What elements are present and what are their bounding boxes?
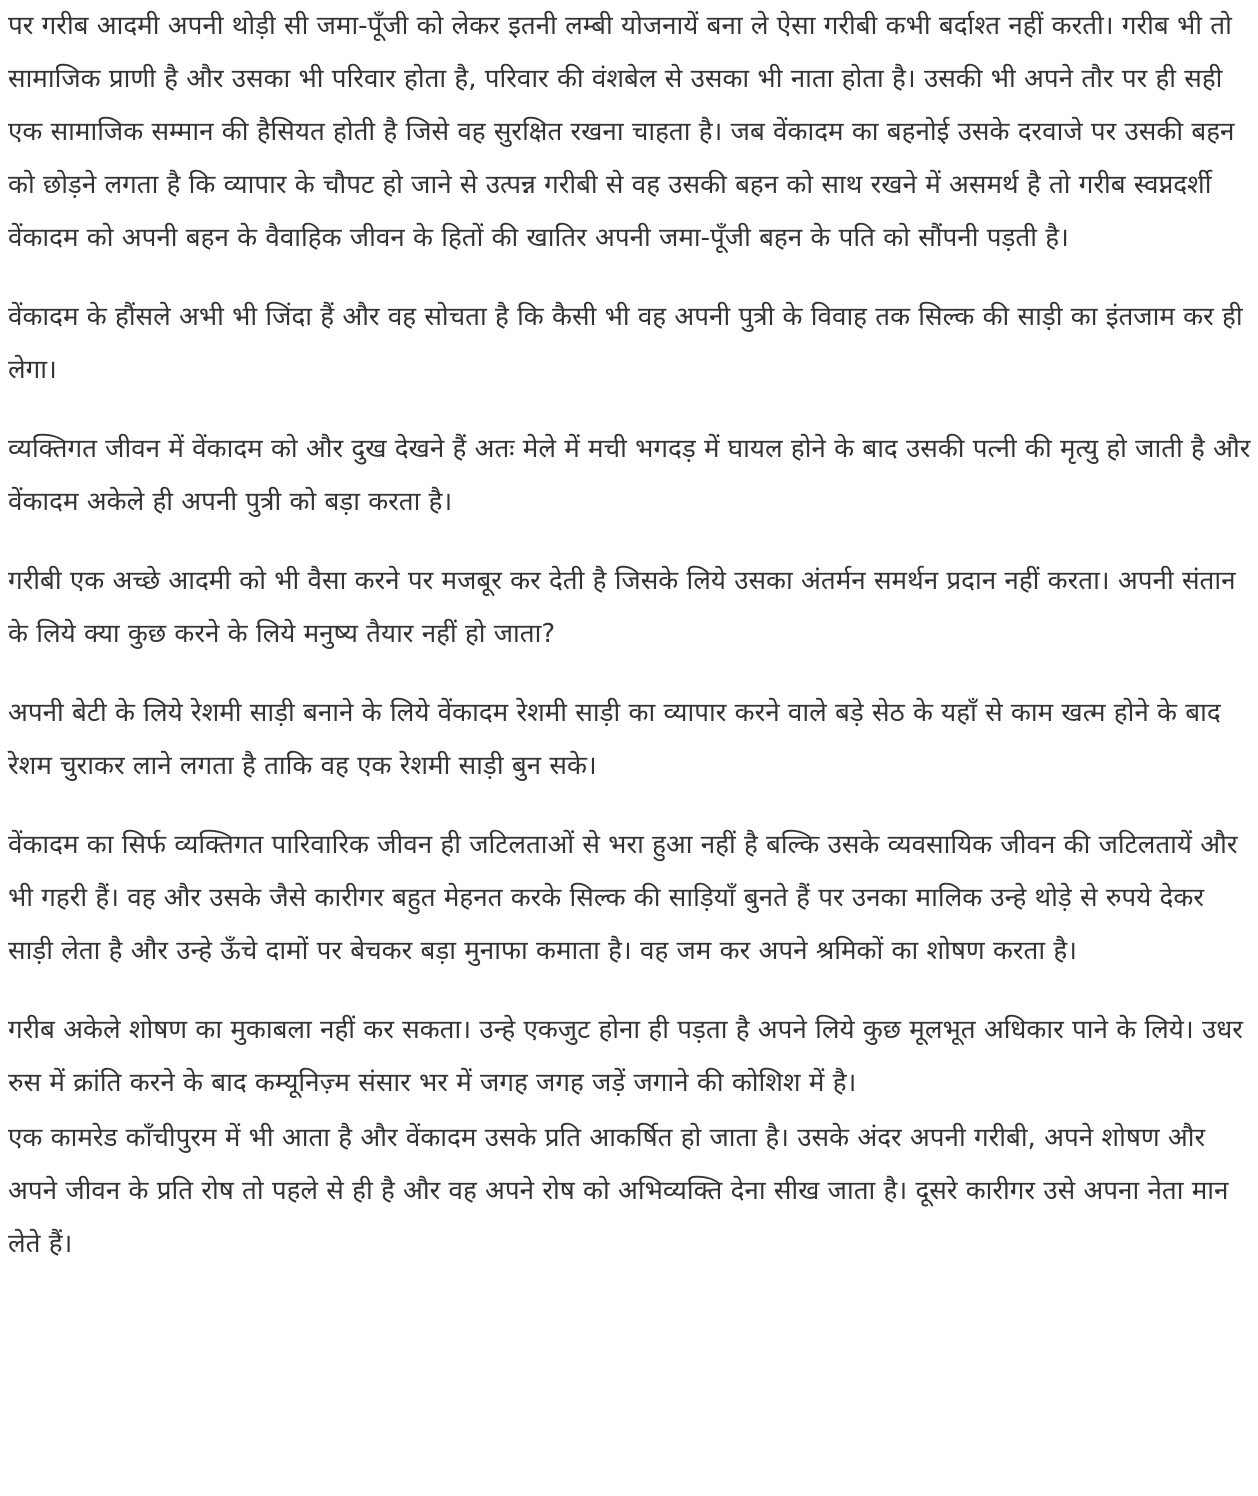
paragraph-8: एक कामरेड काँचीपुरम में भी आता है और वेंकादम उसके प्रति आकर्षित हो जाता है। उसके अंदर अपनी गरीबी, अपने शोषण और अपने जीवन के प्रति रोष तो पहले से ही है और वह अपने रोष को अभिव्यक्ति देना सीख जाता है। दूसरे कारीगर उसे अपना नेता मान लेते हैं। <box>8 1123 1229 1259</box>
paragraph-3: व्यक्तिगत जीवन में वेंकादम को और दुख देखने हैं अतः मेले में मची भगदड़ में घायल होने के बाद उसकी पत्नी की मृत्यु हो जाती है और वेंकादम अकेले ही अपनी पुत्री को बड़ा करता है। <box>8 434 1251 517</box>
paragraph-2: वेंकादम के हौंसले अभी भी जिंदा हैं और वह सोचता है कि कैसी भी वह अपनी पुत्री के विवाह तक सिल्क की साड़ी का इंतजाम कर ही लेगा। <box>8 302 1243 385</box>
paragraph-7: गरीब अकेले शोषण का मुकाबला नहीं कर सकता। उन्हे एकजुट होना ही पड़ता है अपने लिये कुछ मूलभूत अधिकार पाने के लिये। उधर रुस में क्रांति करने के बाद कम्यूनिज़्म संसार भर में जगह जगह जड़ें जगाने की कोशिश में है। <box>8 1015 1243 1098</box>
paragraph-6: वेंकादम का सिर्फ व्यक्तिगत पारिवारिक जीवन ही जटिलताओं से भरा हुआ नहीं है बल्कि उसके व्यवसायिक जीवन की जटिलतायें और भी गहरी हैं। वह और उसके जैसे कारीगर बहुत मेहनत करके सिल्क की साड़ियाँ बुनते हैं पर उनका मालिक उन्हे थोड़े से रुपये देकर साड़ी लेता है और उन्हे ऊँचे दामों पर बेचकर बड़ा मुनाफा कमाता है। वह जम कर अपने श्रमिकों का शोषण करता है। <box>8 830 1238 966</box>
paragraph-1: पर गरीब आदमी अपनी थोड़ी सी जमा-पूँजी को लेकर इतनी लम्बी योजनायें बना ले ऐसा गरीबी कभी बर्दाश्त नहीं करती। गरीब भी तो सामाजिक प्राणी है और उसका भी परिवार होता है, परिवार की वंशबेल से उसका भी नाता होता है। उसकी भी अपने तौर पर ही सही एक सामाजिक सम्मान की हैसियत होती है जिसे वह सुरक्षित रखना चाहता है। जब वेंकादम का बहनोई उसके दरवाजे पर उसकी बहन को छोड़ने लगता है कि व्यापार के चौपट हो जाने से उत्पन्न गरीबी से वह उसकी बहन को साथ रखने में असमर्थ है तो गरीब स्वप्नदर्शी वेंकादम को अपनी बहन के वैवाहिक जीवन के हितों की खातिर अपनी जमा-पूँजी बहन के पति को सौंपनी पड़ती है। <box>8 11 1235 253</box>
paragraph-5: अपनी बेटी के लिये रेशमी साड़ी बनाने के लिये वेंकादम रेशमी साड़ी का व्यापार करने वाले बड़े सेठ के यहाँ से काम खत्म होने के बाद रेशम चुराकर लाने लगता है ताकि वह एक रेशमी साड़ी बुन सके। <box>8 698 1221 781</box>
paragraph-4: गरीबी एक अच्छे आदमी को भी वैसा करने पर मजबूर कर देती है जिसके लिये उसका अंतर्मन समर्थन प्रदान नहीं करता। अपनी संतान के लिये क्या कुछ करने के लिये मनुष्य तैयार नहीं हो जाता? <box>8 566 1236 649</box>
